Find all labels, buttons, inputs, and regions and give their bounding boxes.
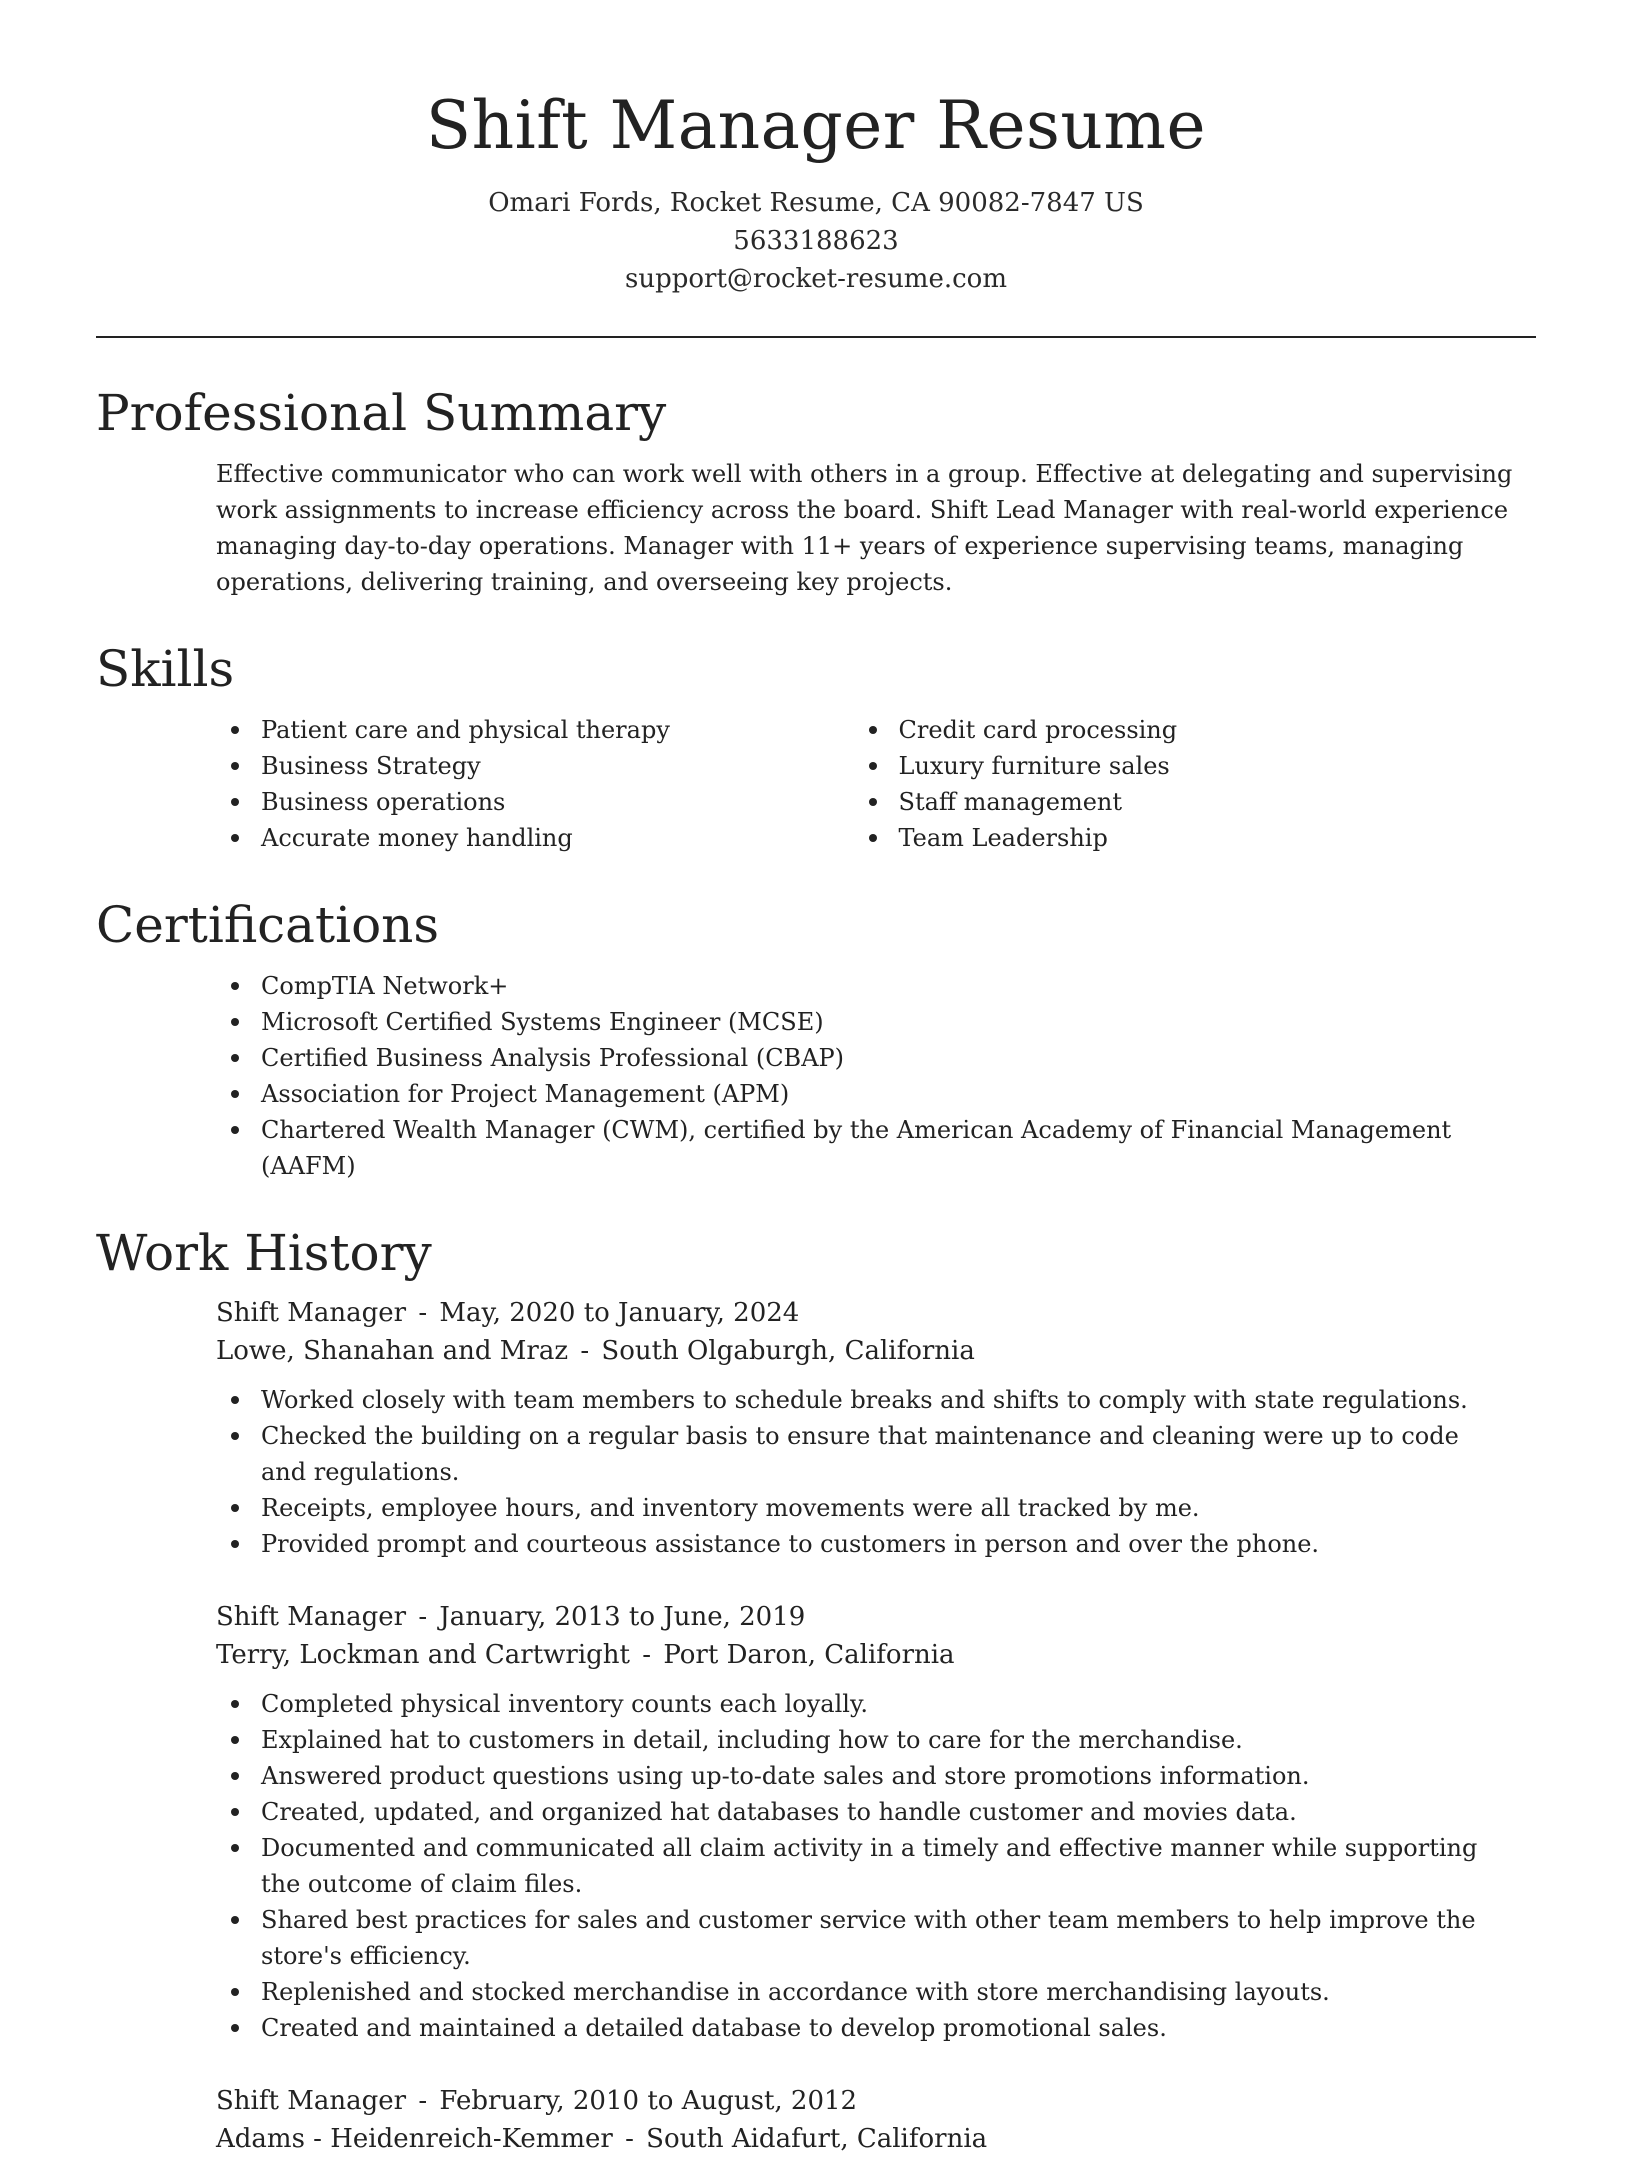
job-bullet: Created and maintained a detailed database to develop promotional sales. xyxy=(261,2010,1511,2046)
job-entry xyxy=(216,2082,1536,2158)
job-bullet: Documented and communicated all claim activity in a timely and effective manner while supporting the outcome of claim files. xyxy=(261,1830,1511,1902)
job-dates: February, 2010 to August, 2012 xyxy=(439,2086,858,2116)
job-bullet: Explained hat to customers in detail, including how to care for the merchandise. xyxy=(261,1722,1511,1758)
job-company: Lowe, Shanahan and Mraz xyxy=(216,1336,569,1366)
section-title-certifications: Certifications xyxy=(96,896,440,954)
job-location: Port Daron, California xyxy=(663,1640,955,1670)
skills-column-right xyxy=(899,712,1537,856)
job-title-line xyxy=(216,1598,1536,1636)
skill-item: Luxury furniture sales xyxy=(899,748,1537,784)
resume-page xyxy=(96,0,1536,2158)
job-entry xyxy=(216,1294,1536,1562)
job-separator: - xyxy=(625,2124,634,2154)
skill-item: Credit card processing xyxy=(899,712,1537,748)
job-role: Shift Manager xyxy=(216,2086,407,2116)
section-title-work-history: Work History xyxy=(96,1224,432,1282)
job-dates: May, 2020 to January, 2024 xyxy=(439,1298,800,1328)
header-divider xyxy=(96,336,1536,338)
section-title-summary: Professional Summary xyxy=(96,384,667,442)
certification-item: Chartered Wealth Manager (CWM), certified by the American Academy of Financial Management (AAFM) xyxy=(261,1112,1536,1184)
contact-email: support@rocket-resume.com xyxy=(624,264,1007,294)
resume-title: Shift Manager Resume xyxy=(425,87,1207,164)
job-role: Shift Manager xyxy=(216,1298,407,1328)
contact-address: Omari Fords, Rocket Resume, CA 90082-7847 US xyxy=(488,188,1144,218)
job-bullet: Answered product questions using up-to-date sales and store promotions information. xyxy=(261,1758,1511,1794)
job-location: South Aidafurt, California xyxy=(646,2124,988,2154)
contact-block xyxy=(96,184,1536,298)
job-dates: January, 2013 to June, 2019 xyxy=(439,1602,806,1632)
section-title-skills: Skills xyxy=(96,640,235,698)
certification-item: Association for Project Management (APM) xyxy=(261,1076,1536,1112)
job-separator: - xyxy=(642,1640,652,1670)
skills-grid xyxy=(261,712,1536,856)
job-separator: - xyxy=(580,1336,590,1366)
skill-item: Business Strategy xyxy=(261,748,899,784)
job-separator: - xyxy=(418,1602,428,1632)
summary-text: Effective communicator who can work well with others in a group. Effective at delegating and supervising work assignments to increase efficiency across the board. Shift Lead Manager with real-world experience managing day-to-day operations. Manager with 11+ years of experience supervising teams, managing operations, delivering training, and overseeing key projects. xyxy=(216,460,1513,596)
job-company-line xyxy=(216,2120,1536,2158)
job-title-line xyxy=(216,1294,1536,1332)
job-separator: - xyxy=(418,1298,428,1328)
job-company: Adams - Heidenreich-Kemmer xyxy=(216,2124,613,2154)
skill-item: Team Leadership xyxy=(899,820,1537,856)
job-location: South Olgaburgh, California xyxy=(601,1336,975,1366)
skill-item: Accurate money handling xyxy=(261,820,899,856)
certification-item: Certified Business Analysis Professional (CBAP) xyxy=(261,1040,1536,1076)
job-company-line xyxy=(216,1332,1536,1370)
job-company: Terry, Lockman and Cartwright xyxy=(216,1640,630,1670)
certification-item: CompTIA Network+ xyxy=(261,968,1536,1004)
job-bullet: Receipts, employee hours, and inventory movements were all tracked by me. xyxy=(261,1490,1511,1526)
job-bullet: Worked closely with team members to schedule breaks and shifts to comply with state regulations. xyxy=(261,1382,1511,1418)
job-company-line xyxy=(216,1636,1536,1674)
certifications-list xyxy=(261,968,1536,1184)
resume-header xyxy=(96,0,1536,298)
job-separator: - xyxy=(418,2086,428,2116)
skill-item: Business operations xyxy=(261,784,899,820)
job-entry xyxy=(216,1598,1536,2046)
job-bullet: Created, updated, and organized hat databases to handle customer and movies data. xyxy=(261,1794,1511,1830)
job-bullet: Shared best practices for sales and customer service with other team members to help improve the store's efficiency. xyxy=(261,1902,1511,1974)
job-bullets xyxy=(261,1382,1511,1562)
contact-phone: 5633188623 xyxy=(733,226,899,256)
job-title-line xyxy=(216,2082,1536,2120)
certification-item: Microsoft Certified Systems Engineer (MCSE) xyxy=(261,1004,1536,1040)
skill-item: Staff management xyxy=(899,784,1537,820)
job-role: Shift Manager xyxy=(216,1602,407,1632)
skills-column-left xyxy=(261,712,899,856)
job-bullet: Provided prompt and courteous assistance to customers in person and over the phone. xyxy=(261,1526,1511,1562)
job-bullet: Completed physical inventory counts each loyally. xyxy=(261,1686,1511,1722)
job-bullet: Replenished and stocked merchandise in accordance with store merchandising layouts. xyxy=(261,1974,1511,2010)
skill-item: Patient care and physical therapy xyxy=(261,712,899,748)
job-bullets xyxy=(261,1686,1511,2046)
job-bullet: Checked the building on a regular basis to ensure that maintenance and cleaning were up to code and regulations. xyxy=(261,1418,1511,1490)
